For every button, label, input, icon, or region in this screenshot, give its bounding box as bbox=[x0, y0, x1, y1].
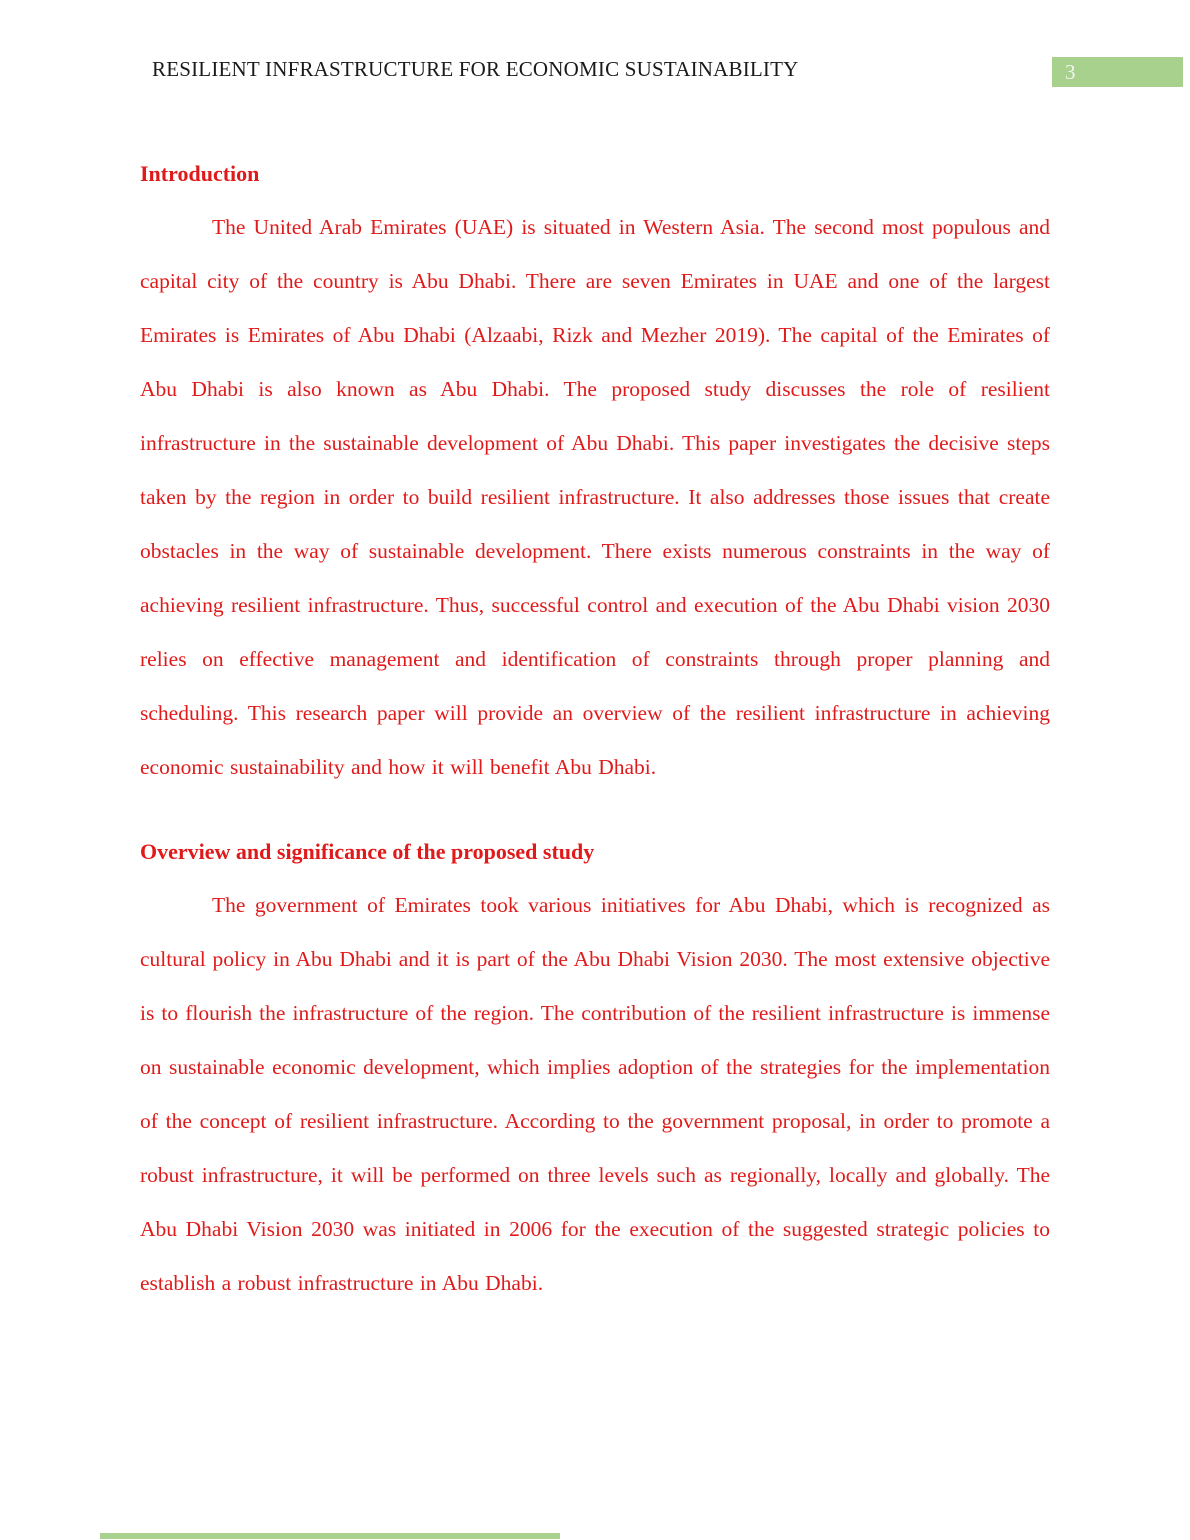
section-heading-overview: Overview and significance of the proposed study bbox=[140, 839, 595, 864]
document-body bbox=[140, 160, 1050, 1310]
page-number-highlight bbox=[1052, 57, 1183, 87]
footer-highlight-bar bbox=[100, 1533, 560, 1539]
section-heading-introduction: Introduction bbox=[140, 161, 260, 186]
paragraph-overview: The government of Emirates took various initiatives for Abu Dhabi, which is recognized as cultural policy in Abu Dhabi and it is part of the Abu Dhabi Vision 2030. The most extensive objective is to flourish the infrastructure of the region. The contribution of the resilient infrastructure is immense on sustainable economic development, which implies adoption of the strategies for the implementation of the concept of resilient infrastructure. According to the government proposal, in order to promote a robust infrastructure, it will be performed on three levels such as regionally, locally and globally. The Abu Dhabi Vision 2030 was initiated in 2006 for the execution of the suggested strategic policies to establish a robust infrastructure in Abu Dhabi. bbox=[140, 893, 1050, 1295]
paragraph-introduction: The United Arab Emirates (UAE) is situated in Western Asia. The second most populous and capital city of the country is Abu Dhabi. There are seven Emirates in UAE and one of the largest Emirates is Emirates of Abu Dhabi (Alzaabi, Rizk and Mezher 2019). The capital of the Emirates of Abu Dhabi is also known as Abu Dhabi. The proposed study discusses the role of resilient infrastructure in the sustainable development of Abu Dhabi. This paper investigates the decisive steps taken by the region in order to build resilient infrastructure. It also addresses those issues that create obstacles in the way of sustainable development. There exists numerous constraints in the way of achieving resilient infrastructure. Thus, successful control and execution of the Abu Dhabi vision 2030 relies on effective management and identification of constraints through proper planning and scheduling. This research paper will provide an overview of the resilient infrastructure in achieving economic sustainability and how it will benefit Abu Dhabi. bbox=[140, 215, 1050, 779]
page-number: 3 bbox=[1065, 60, 1076, 84]
running-head: RESILIENT INFRASTRUCTURE FOR ECONOMIC SUSTAINABILITY bbox=[152, 57, 799, 81]
